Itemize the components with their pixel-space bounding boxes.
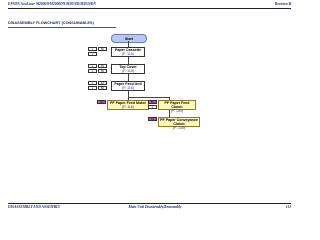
top-cover-title: Top Cover (119, 65, 137, 69)
header-document-title: EPSON AcuLaser M2000D/M2000DN/M2010D/M2010DN (8, 2, 96, 6)
pf-conveyance-clutch-title: PF Paper Conveyance Clutch (160, 118, 198, 127)
flow-start-label: Start (124, 36, 134, 41)
header-rule (8, 8, 291, 9)
paper-feed-unit-title: Paper Feed Unit (114, 82, 142, 86)
footer-page-number: 112 (285, 205, 291, 209)
paper-cassette-tag-b1: B1 (98, 47, 107, 51)
pf-conveyance-clutch-ref[interactable]: (P. 155) (172, 126, 186, 131)
pf-clutch-ref[interactable]: (P. 155) (170, 109, 184, 114)
flow-start (111, 34, 147, 43)
pf-clutch-tag-2: 1 (148, 105, 157, 109)
footer-chapter: DISASSEMBLY AND ASSEMBLY (8, 205, 61, 209)
flow-pf-paper-conveyance-clutch[interactable] (158, 117, 200, 131)
section-title: DISASSEMBLY FLOWCHART (CONSUMABLES) (8, 21, 94, 25)
connector-cassette-topcover (128, 57, 129, 64)
footer-rule (8, 203, 291, 204)
flow-pf-paper-feed-clutch[interactable] (158, 100, 196, 114)
paper-cassette-tag-a2: 1 (88, 52, 97, 56)
connector-clutch-conveyance (169, 110, 170, 117)
top-cover-tag-b2: B2 (98, 69, 107, 73)
paper-feed-unit-tag-b2: B2 (98, 86, 107, 90)
header-revision: Revision B (274, 2, 291, 6)
paper-cassette-ref[interactable]: (P. 115) (121, 52, 135, 57)
footer-section: Main Unit Disassembly/Reassembly (128, 205, 182, 209)
flow-paper-cassette[interactable] (111, 47, 145, 57)
flow-pf-paper-feed-motor[interactable] (107, 100, 149, 110)
paper-cassette-tag-a1: 1 (88, 47, 97, 51)
pf-clutch-title: PF Paper Feed Clutch (164, 101, 190, 110)
connector-branch-horizontal (128, 97, 169, 98)
top-cover-ref[interactable]: (P. 115) (121, 69, 135, 74)
paper-feed-unit-tag-a2: 1 (88, 86, 97, 90)
pf-conveyance-clutch-tag: S1 (148, 117, 157, 121)
top-cover-tag-a1: 1 (88, 64, 97, 68)
flow-paper-feed-unit[interactable] (111, 81, 145, 91)
paper-feed-unit-tag-a1: 1 (88, 81, 97, 85)
paper-feed-unit-ref[interactable]: (P. 116) (121, 86, 135, 91)
pf-motor-tag: S1 (97, 100, 106, 104)
section-title-underline (8, 27, 116, 28)
pf-motor-title: PF Paper Feed Motor (110, 101, 146, 105)
paper-cassette-title: Paper Cassette (115, 48, 141, 52)
connector-topcover-feedunit (128, 74, 129, 81)
pf-clutch-tag-1: S1 (148, 100, 157, 104)
flow-top-cover[interactable] (111, 64, 145, 74)
top-cover-tag-a2: 1 (88, 69, 97, 73)
paper-feed-unit-tag-b1: B1 (98, 81, 107, 85)
top-cover-tag-b1: B1 (98, 64, 107, 68)
pf-motor-ref[interactable]: (P. 116) (121, 105, 135, 110)
